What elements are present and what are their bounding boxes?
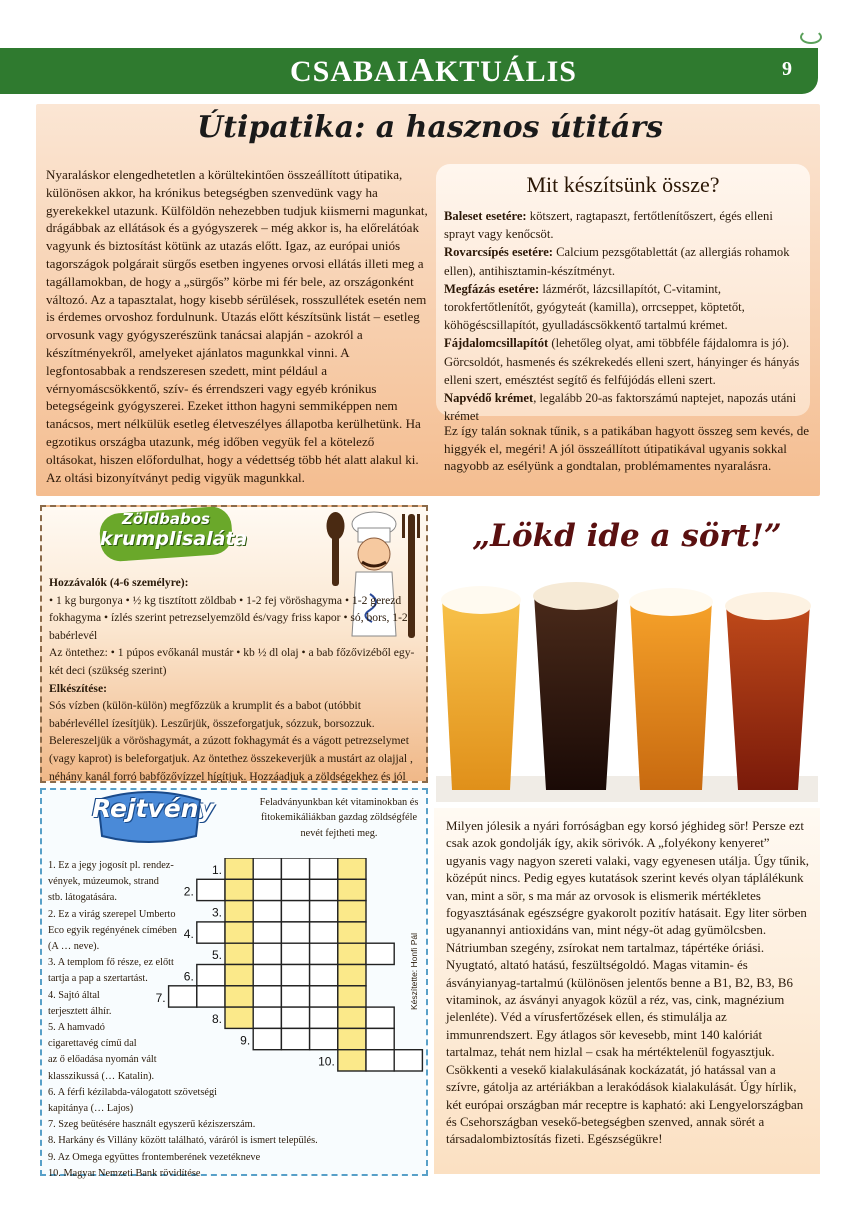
grid-cell[interactable]	[281, 1028, 309, 1049]
puzzle-clue-line: 9. Az Omega együttes frontemberének vezetékneve	[48, 1151, 261, 1163]
puzzle-title: Rejtvény	[92, 794, 215, 823]
fork-tine	[402, 514, 405, 538]
article-closing: Ez így talán soknak tűnik, s a patikában hagyott összeg sem kevés, de higgyék el, megéri! A jól összeállított útipatikával ugyanis sokkal nagyobb az esélyünk a gondtalan, problémamentes nyaralásra.	[444, 423, 810, 474]
checklist-item	[444, 389, 806, 425]
puzzle-clue-line: klasszikussá (… Katalin).	[48, 1070, 155, 1082]
title-part-1: CSABAI	[290, 55, 410, 88]
ingredients-heading: Hozzávalók (4-6 személyre):	[49, 576, 189, 589]
article-body: Nyaraláskor elengedhetetlen a körültekintően összeállított útipatika, különösen akkor, ha krónikus betegségben szenvedünk vagy ha gyerekekkel utazunk. Külföldön nehezebben tudjuk kiismerni magunkat, drágábbak az ellátások és a gyógyszerek – még akkor is, ha előrelátóak vagyunk és biztosítást kötünk az utazás előtt. Igaz, az európai uniós tagországok polgárait sürgős esetben ingyenes orvosi ellátás illeti meg a tagállamokban, de hogy a „sürgős” körbe mi fér bele, az országonként változó. Az a tapasztalat, hogy kisebb sérülések, rosszullétek esetén nem is érdemes orvoshoz fordulnunk. Utazás előtt készítsünk listát – esetleg orvosunk vagy gyógyszerészünk tanácsai alapján - azokról a készítményekről, amelyeket ajánlatos magunkkal vinni. A legfontosabbak a rendszeresen szedett, mint például a vérnyomáscsökkentő, szív- és érrendszeri vagy egyéb krónikus betegségeink gyógyszerei. Ezeket itthon hagyni semmiképpen nem tanácsos, mert nélkülük esetleg életveszélyes állapotba kerülhetünk. Ha egzotikus országba utazunk, még időben vegyük fel a kötelező oltásokat, hiszen előfordulhat, hogy a védettség több hét alatt alakul ki. Az oltási bizonyítványt pedig vigyük magunkkal.	[46, 167, 428, 485]
puzzle-intro: Feladványunkban két vitaminokban és fitokemikáliákban gazdag zöldségféle nevét fejtheti meg.	[259, 797, 419, 839]
grid-cell-solution[interactable]	[338, 879, 366, 900]
beer-article-title: „Lökd ide a sört!”	[472, 518, 782, 554]
grid-cell[interactable]	[310, 943, 338, 964]
grid-cell[interactable]	[366, 1028, 394, 1049]
corner-swirl-icon	[800, 30, 822, 44]
grid-cell[interactable]	[366, 1050, 394, 1071]
grid-cell[interactable]	[394, 1050, 422, 1071]
grid-cell[interactable]	[310, 879, 338, 900]
grid-cell[interactable]	[253, 986, 281, 1007]
checklist-title: Mit készítsünk össze?	[526, 172, 720, 197]
grid-cell[interactable]	[366, 1007, 394, 1028]
grid-row-number: 9.	[240, 1033, 251, 1048]
recipe-title-line-1: Zöldbabos	[122, 510, 210, 528]
grid-cell-solution[interactable]	[225, 965, 253, 986]
beer-glasses-photo	[436, 576, 818, 802]
grid-cell-solution[interactable]	[338, 943, 366, 964]
glass-stout	[534, 594, 618, 790]
grid-cell-solution[interactable]	[338, 1050, 366, 1071]
dressing-list: Az öntethez: • 1 púpos evőkanál mustár • kb ½ dl olaj • a bab főzővizéből egy-két deci (szükség szerint)	[49, 646, 415, 677]
puzzle-clue-line: 8. Harkány és Villány között található, váráról is ismert település.	[48, 1135, 318, 1147]
grid-cell[interactable]	[281, 901, 309, 922]
grid-row-number: 1.	[211, 863, 222, 877]
checklist-item-head: Megfázás esetére:	[444, 281, 540, 296]
grid-row-number: 10.	[318, 1054, 335, 1069]
puzzle-clue-line: az ő előadása nyomán vált	[48, 1054, 157, 1066]
checklist-item	[444, 280, 806, 335]
grid-row-number: 7.	[155, 990, 166, 1005]
grid-row-number: 6.	[183, 969, 194, 984]
grid-cell[interactable]	[281, 879, 309, 900]
grid-cell[interactable]	[197, 965, 225, 986]
recipe-body	[49, 574, 421, 803]
ingredients-list: • 1 kg burgonya • ½ kg tisztított zöldbab • 1-2 fej vöröshagyma • 1-2 gerezd fokhagyma • ízlés szerint petrezselyemzöld és/vagy friss kapor • só, bors, 1-2 babérlevél	[49, 593, 408, 642]
puzzle-clue-line: vények, múzeumok, strand	[48, 876, 159, 888]
grid-cell-solution[interactable]	[225, 1007, 253, 1028]
method-text: Sós vízben (külön-külön) megfőzzük a krumplit és a babot (utóbbit babérlevéllel ízesítjük). Leszűrjük, összeforgatjuk, sózzuk, borsozzuk. Belereszeljük a vöröshagymát, a zúzott fokhagymát és a vágott petrezselymet (vagy kaprot) is beleforgatjuk. Az öntethez összekeverjük a mustárt az olajjal , néhány kanál forró babfőzővízzel hígítjuk. Hozzáadjuk a zöldségekhez és jól	[49, 699, 413, 783]
title-part-2: KTUÁLIS	[434, 55, 577, 88]
foam-red	[725, 592, 811, 620]
grid-cell-solution[interactable]	[225, 879, 253, 900]
article-title: Útipatika: a hasznos útitárs	[196, 110, 664, 145]
grid-cell[interactable]	[310, 965, 338, 986]
grid-cell[interactable]	[281, 1007, 309, 1028]
grid-cell[interactable]	[253, 1028, 281, 1049]
checklist-item	[444, 243, 806, 279]
grid-cell[interactable]	[253, 901, 281, 922]
puzzle-clue-line: 4. Sajtó által	[48, 989, 100, 1001]
grid-cell-solution[interactable]	[338, 965, 366, 986]
grid-row-number: 2.	[183, 884, 194, 899]
foam-stout	[533, 582, 619, 610]
grid-cell[interactable]	[310, 986, 338, 1007]
grid-cell[interactable]	[310, 1007, 338, 1028]
puzzle-clue-line: 3. A templom fő része, ez előtt	[48, 957, 174, 969]
checklist-item-text: (lehetőleg olyat, ami többféle fájdalomra is jó). Görcsoldót, hasmenés és székrekedés elleni szert, hányinger és hányás elleni szert, emésztést segítő és felfújódás elleni szert.	[444, 336, 800, 387]
grid-cell-solution[interactable]	[338, 1028, 366, 1049]
checklist-item-text: kötszert, ragtapaszt, fertőtlenítőszert, égés elleni sprayt vagy kenőcsöt.	[444, 209, 773, 242]
checklist-item-head: Fájdalomcsillapítót	[444, 336, 549, 351]
puzzle-clue-line: terjesztett álhír.	[48, 1005, 112, 1017]
puzzle-clue-line: stb. látogatására.	[48, 892, 117, 904]
grid-cell-solution[interactable]	[338, 986, 366, 1007]
grid-row-number: 5.	[211, 948, 222, 963]
grid-cell[interactable]	[310, 922, 338, 943]
grid-cell[interactable]	[253, 965, 281, 986]
grid-cell[interactable]	[197, 879, 225, 900]
puzzle-clue-line: 2. Ez a virág szerepel Umberto	[48, 908, 176, 920]
checklist-item-text: lázmérőt, lázcsillapítót, C-vitamint, torokfertőtlenítőt, gyógyteát (kamilla), orrcseppet, köptetőt, köhögéscsillapítót, gyulladáscsökkentő tartalmú krémet.	[444, 281, 745, 333]
grid-cell[interactable]	[253, 1007, 281, 1028]
puzzle-clue-line: 5. A hamvadó	[48, 1022, 105, 1033]
checklist-item-text: Calcium pezsgőtablettát (az allergiás rohamok ellen), antihisztamin-készítményt.	[444, 245, 790, 278]
recipe-title-line-2: krumplisaláta	[100, 528, 248, 550]
grid-cell[interactable]	[197, 922, 225, 943]
grid-cell[interactable]	[281, 965, 309, 986]
puzzle-clue-line: Eco egyik regényének címében	[48, 924, 177, 936]
grid-row-number: 3.	[211, 905, 222, 920]
method-heading: Elkészítése:	[49, 681, 107, 695]
checklist-item-text: , legalább 20-as faktorszámú naptejet, napozás utáni krémet	[444, 391, 797, 424]
glass-red	[726, 604, 810, 790]
grid-cell[interactable]	[169, 986, 197, 1007]
glass-amber	[630, 600, 712, 790]
grid-cell[interactable]	[281, 986, 309, 1007]
grid-cell[interactable]	[310, 901, 338, 922]
page-number: 9	[782, 58, 792, 80]
beer-article-body: Milyen jólesik a nyári forróságban egy korsó jéghideg sör! Persze ezt csak azok gondolják így, akik sörivók. A „folyékony kenyeret” ugyanis vagy nagyon szereti valaki, vagy egyenesen utálja. Úgy tűnik, középút nincs. Pedig egyes kutatások szerint kevés olyan táplálékunk van, mint a sör, s ma már az orvosok is elismerik mértékletes fogyasztásának egészségre gyakorolt pozitív hatásait. Egy liter sörben ugyanannyi antioxidáns van, mint négy-öt adag gyümölcsben. Nátriumban szegény, zsírokat nem tartalmaz, tápértéke óriási. Nyugtató, altató hatású, feszültségoldó. Magas vitamin- és ásványianyag-tartalmú (különösen jelentős benne a B1, B2, B3, B6 vitaminok, az ásványi anyagok közül a réz, vas, cink, magnézium jelenléte). Véd a vírusfertőzések ellen, és stimulálja az immunrendszert. Egy átlagos sör kevesebb, mint 140 kalóriát tartalmaz, tehát nem hizlal – csak ha mértéktelenül fogyasztjuk. Csökkenti a vesekő kialakulásának kockázatát, jó hatással van a szívre, gátolja az artériákban a lerakódások kialakulását. Úgy hírlik, két európai országban már receptre is kapható: aki Lengyelországban és Csehországban vesekő-betegségben szenved, annak sörét a társadalombiztosítás fizeti. Egészségükre!	[446, 819, 809, 1147]
puzzle-clue-line: kapitánya (… Lajos)	[48, 1103, 134, 1114]
grid-cell-solution[interactable]	[338, 858, 366, 879]
grid-cell[interactable]	[281, 943, 309, 964]
glass-lager	[442, 598, 520, 790]
checklist-item	[444, 334, 806, 389]
grid-cell-solution[interactable]	[338, 901, 366, 922]
grid-cell-solution[interactable]	[225, 901, 253, 922]
grid-cell[interactable]	[366, 943, 394, 964]
foam-lager	[441, 586, 521, 614]
grid-cell[interactable]	[197, 986, 225, 1007]
grid-cell-solution[interactable]	[225, 986, 253, 1007]
grid-cell[interactable]	[253, 922, 281, 943]
checklist-item-head: Rovarcsípés esetére:	[444, 245, 553, 260]
publication-title	[290, 52, 577, 90]
grid-cell-solution[interactable]	[225, 943, 253, 964]
grid-cell[interactable]	[281, 922, 309, 943]
grid-cell[interactable]	[310, 1028, 338, 1049]
puzzle-clue-line: cigarettavég című dal	[48, 1038, 137, 1050]
puzzle-clue-line: tartja a pap a szertartást.	[48, 973, 148, 985]
grid-cell[interactable]	[253, 943, 281, 964]
puzzle-author: Készítette: Honfi Pál	[409, 932, 419, 1010]
puzzle-clue-line: 7. Szeg beütésére használt egyszerű kéziszerszám.	[48, 1119, 256, 1131]
grid-cell[interactable]	[253, 879, 281, 900]
puzzle-clue-line: (A … neve).	[48, 941, 100, 952]
fork-tine	[417, 514, 420, 538]
foam-amber	[629, 588, 713, 616]
checklist	[444, 207, 806, 425]
checklist-item-head: Baleset esetére:	[444, 209, 527, 223]
grid-row-number: 4.	[183, 926, 194, 941]
grid-row-number: 8.	[211, 1012, 222, 1027]
puzzle-clue-line: 6. A férfi kézilabda-válogatott szövetségi	[48, 1086, 217, 1098]
grid-cell[interactable]	[253, 858, 281, 879]
grid-cell-solution[interactable]	[338, 922, 366, 943]
title-part-big: A	[409, 52, 435, 89]
spoon-bowl	[327, 512, 345, 540]
grid-cell-solution[interactable]	[225, 858, 253, 879]
puzzle-clue-line: 1. Ez a jegy jogosít pl. rendez-	[48, 860, 174, 871]
checklist-item	[444, 207, 806, 243]
puzzle-clue-line: 10. Magyar Nemzeti Bank rövidítése	[48, 1167, 201, 1179]
grid-cell-solution[interactable]	[225, 922, 253, 943]
grid-cell-solution[interactable]	[338, 1007, 366, 1028]
grid-cell[interactable]	[281, 858, 309, 879]
checklist-item-head: Napvédő krémet	[444, 391, 534, 406]
grid-cell[interactable]	[310, 858, 338, 879]
